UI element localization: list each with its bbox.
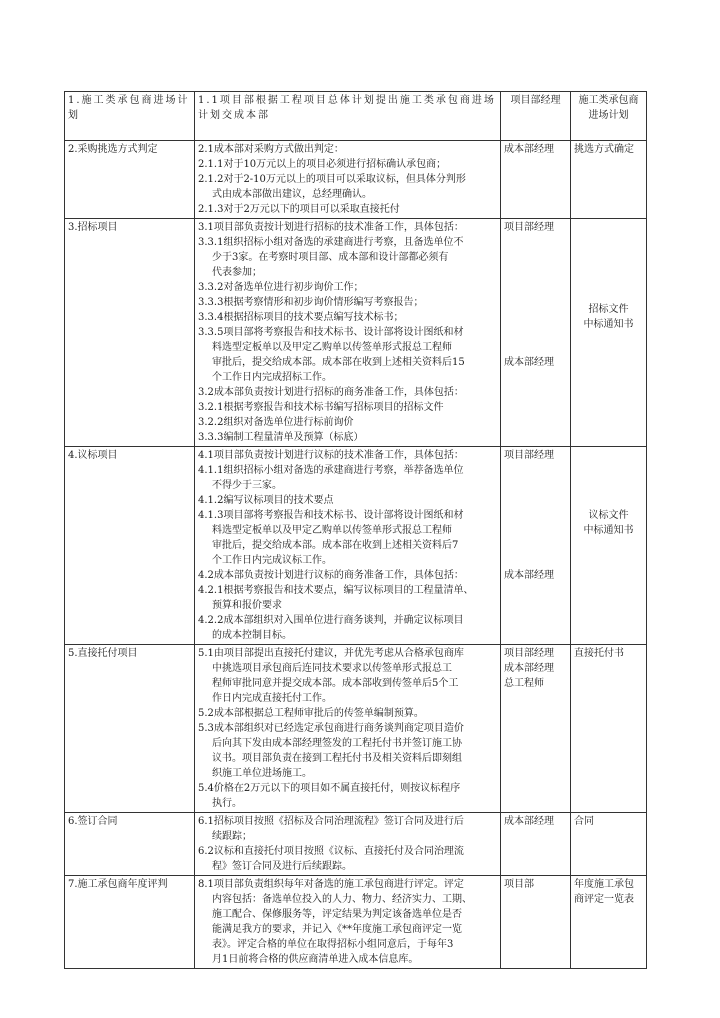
task-line: 个工作日内完成议标工作。 [212,555,332,566]
task-line: 后向其下发由成本部经理签发的工程托付书并签订施工协 [212,738,462,749]
task-cell [195,447,501,645]
task-line: 作日内完成直接托付工作。 [212,693,332,704]
task-line: 2.1成本部对采购方式做出判定： [198,144,344,155]
output-cell [571,447,647,645]
task-line: 4.1项目部负责按计划进行议标的技术准备工作，具体包括： [198,450,464,461]
stage-cell: 4.议标项目 [65,447,195,645]
output-line: 中标通知书 [583,525,634,536]
task-line: 少于3家。在考察时项目部、成本部和设计部都必须有 [212,252,449,263]
task-cell [195,876,501,969]
responsible-name: 项目部经理 [504,222,554,233]
output-cell: 施工类承包商进场计划 [571,92,647,141]
task-line: 3.3.4根据招标项目的技术要点编写技术标书； [198,312,404,323]
task-line: 织施工单位进场施工。 [212,768,312,779]
task-cell [195,813,501,876]
task-line: 6.1招标项目按照《招标及合同治理流程》签订合同及进行后 [198,816,464,827]
task-line: 程》签订合同及进行后续跟踪。 [212,861,352,872]
task-cell: 1.1项目部根据工程项目总体计划提出施工类承包商进场计划交成本部 [195,92,501,141]
task-line: 的成本控制目标。 [212,630,292,641]
task-cell [195,645,501,813]
task-line: 3.1项目部负责按计划进行招标的技术准备工作，具体包括： [198,222,464,233]
task-line: 4.1.3项目部将考察报告和技术标书、设计部将设计图纸和材 [198,510,464,521]
responsible-cell [501,447,571,645]
task-line: 代表参加； [212,267,262,278]
task-line: 议书。项目部负责在接到工程托付书及相关资料后即刻组 [212,753,462,764]
responsible-cell [501,141,571,219]
task-line: 3.3.3编制工程量清单及预算（标底） [198,432,364,443]
output-cell: 年度施工承包商评定一览表 [571,876,647,969]
task-line: 审批后，提交给成本部。成本部在收到上述相关资料后15 [212,357,465,368]
header-row [65,92,647,141]
task-line: 能满足我方的要求，并记入《**年度施工承包商评定一览 [212,924,462,935]
output-line: 议标文件 [588,510,629,521]
task-line: 5.3成本部组织对已经选定承包商进行商务谈判商定项目造价 [198,723,464,734]
task-line: 2.1.3对于2万元以下的项目可以采取直接托付 [198,204,400,215]
spacer [504,463,567,568]
task-line: 2.1.1对于10万元以上的项目必须进行招标确认承包商； [198,159,447,170]
task-line: 5.2成本部根据总工程师审批后的传签单编制预算。 [198,708,424,719]
task-line: 执行。 [212,798,242,809]
output-cell: 挑选方式确定 [571,141,647,219]
stage-cell: 3.招标项目 [65,219,195,447]
output-line: 中标通知书 [583,319,634,330]
task-line: 4.2成本部负责按计划进行议标的商务准备工作，具体包括： [198,570,464,581]
process-table [64,91,647,969]
task-line: 内容包括：备选单位投入的人力、物力、经济实力、工期、 [212,894,472,905]
stage-cell: 5.直接托付项目 [65,645,195,813]
responsible-name: 成本部经理 [504,816,554,827]
task-line: 3.3.5项目部将考察报告和技术标书、设计部将设计图纸和材 [198,327,464,338]
responsible-name: 成本部经理 [504,357,554,368]
task-line: 预算和报价要求 [212,600,282,611]
responsible-cell [501,219,571,447]
stage-cell: 6.签订合同 [65,813,195,876]
task-line: 月1日前将合格的供应商清单进入成本信息库。 [212,954,419,965]
responsible-name: 成本部经理 [504,663,554,674]
stage-cell: 7.施工承包商年度评判 [65,876,195,969]
task-line: 3.3.3根据考察情形和初步询价情形编写考察报告； [198,297,424,308]
responsible-cell [501,876,571,969]
table-row [65,645,647,813]
task-line: 4.2.2成本部组织对入围单位进行商务谈判，并确定议标项目 [198,615,464,626]
responsible-name: 项目部 [504,879,534,890]
table-row [65,447,647,645]
output-cell [571,219,647,447]
task-line: 3.2成本部负责按计划进行招标的商务准备工作，具体包括： [198,387,464,398]
task-line: 3.3.2对备选单位进行初步询价工作； [198,282,364,293]
spacer [574,220,643,302]
task-line: 施工配合、保修服务等，评定结果为判定该备选单位是否 [212,909,462,920]
output-line: 招标文件 [588,304,629,315]
task-line: 中挑选项目承包商后连同技术要求以传签单形式报总工 [212,663,452,674]
task-line: 3.2.1根据考察报告和技术标书编写招标项目的招标文件 [198,402,444,413]
responsible-cell: 项目部经理 [501,92,571,141]
task-line: 4.1.2编写议标项目的技术要点 [198,495,334,506]
spacer [574,448,643,508]
task-line: 8.1项目部负责组织每年对备选的施工承包商进行评定。评定 [198,879,464,890]
responsible-name: 项目部经理 [504,648,554,659]
task-line: 4.1.1组织招标小组对备选的承建商进行考察，举荐备选单位 [198,465,464,476]
stage-cell: 2.采购挑选方式判定 [65,141,195,219]
responsible-name: 项目部经理 [504,450,554,461]
spacer [504,235,567,355]
task-line: 不得少于三家。 [212,480,282,491]
responsible-cell [501,645,571,813]
responsible-cell [501,813,571,876]
task-line: 5.4价格在2万元以下的项目如不属直接托付，则按议标程序 [198,783,461,794]
table-row [65,219,647,447]
task-line: 程师审批同意并提交成本部。成本部收到传签单后5个工 [212,678,459,689]
task-line: 3.2.2组织对备选单位进行标前询价 [198,417,354,428]
task-line: 2.1.2对于2-10万元以上的项目可以采取议标，但具体分判形 [198,174,466,185]
stage-cell: 1.施工类承包商进场计划 [65,92,195,141]
task-line: 料选型定板单以及甲定乙购单以传签单形式报总工程师 [212,342,452,353]
task-line: 表》。评定合格的单位在取得招标小组同意后，于每年3 [212,939,454,950]
task-line: 5.1由项目部提出直接托付建议，并优先考虑从合格承包商库 [198,648,464,659]
task-line: 4.2.1根据考察报告和技术要点，编写议标项目的工程量清单、 [198,585,474,596]
task-cell [195,141,501,219]
table-row [65,141,647,219]
task-line: 续跟踪； [212,831,252,842]
table-row [65,876,647,969]
task-cell [195,219,501,447]
task-line: 个工作日内完成招标工作。 [212,372,332,383]
task-line: 式由成本部做出建议，总经理确认。 [212,189,372,200]
task-line: 料选型定板单以及甲定乙购单以传签单形式报总工程师 [212,525,452,536]
task-line: 3.3.1组织招标小组对备选的承建商进行考察，且备选单位不 [198,237,464,248]
output-cell: 合同 [571,813,647,876]
responsible-name: 成本部经理 [504,570,554,581]
responsible-name: 成本部经理 [504,144,554,155]
responsible-name: 总工程师 [504,678,544,689]
output-cell: 直接托付书 [571,645,647,813]
table-row [65,813,647,876]
task-line: 6.2议标和直接托付项目按照《议标、直接托付及合同治理流 [198,846,464,857]
task-line: 审批后，提交给成本部。成本部在收到上述相关资料后7 [212,540,459,551]
